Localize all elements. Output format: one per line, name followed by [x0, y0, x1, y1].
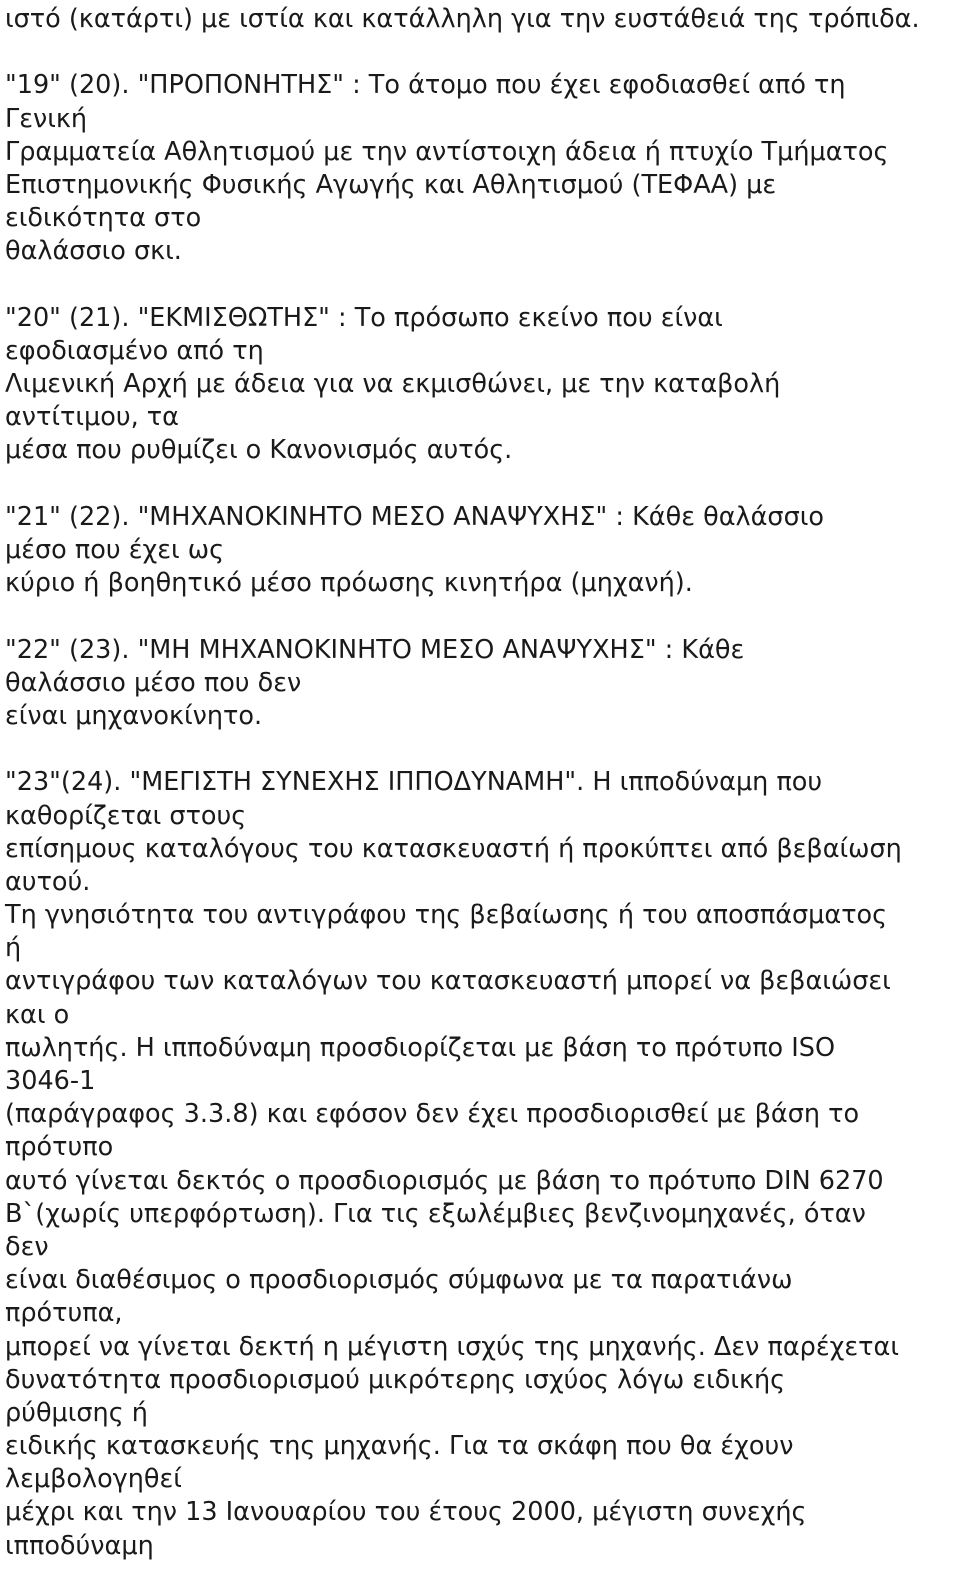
text-line: ή [5, 933, 22, 964]
text-line: B`(χωρίς υπερφόρτωση). Για τις εξωλέμβιες βενζινομηχανές, όταν [5, 1198, 866, 1229]
text-line: ιστό (κατάρτι) με ιστία και κατάλληλη για την ευστάθειά της τρόπιδα. [5, 4, 920, 34]
text-line: θαλάσσιο σκι. [5, 236, 182, 267]
text-line: καθορίζεται στους [5, 800, 247, 831]
text-line: "22" (23). "ΜΗ ΜΗΧΑΝΟΚΙΝΗΤΟ ΜΕΣΟ ΑΝΑΨΥΧΗΣ" : Κάθε [5, 634, 745, 665]
text-line: ρύθμισης ή [5, 1397, 148, 1428]
text-line: δεν [5, 1231, 49, 1262]
text-line: εφοδιασμένο από τη [5, 335, 264, 366]
definition-19-trainer [5, 69, 955, 268]
document-page [5, 3, 955, 1563]
paragraph-spacer [5, 733, 955, 766]
definition-22-non-motorized-craft [5, 634, 955, 734]
text-line: Γενική [5, 103, 88, 134]
text-line: λεμβολογηθεί [5, 1464, 182, 1495]
text-line: Τη γνησιότητα του αντιγράφου της βεβαίωσης ή του αποσπάσματος [5, 900, 888, 931]
text-line: μέσα που ρυθμίζει ο Κανονισμός αυτός. [5, 435, 513, 466]
text-line: ιπποδύναμη [5, 1530, 154, 1561]
paragraph-spacer [5, 468, 955, 501]
text-line: μέχρι και την 13 Ιανουαρίου του έτους 2000, μέγιστη συνεχής [5, 1497, 807, 1528]
text-line: ειδικότητα στο [5, 203, 202, 234]
paragraph-spacer [5, 269, 955, 302]
text-line: θαλάσσιο μέσο που δεν [5, 667, 302, 698]
text-line: "23"(24). "ΜΕΓΙΣΤΗ ΣΥΝΕΧΗΣ ΙΠΠΟΔΥΝΑΜΗ". Η ιπποδύναμη που [5, 767, 823, 798]
intro-paragraph [5, 3, 955, 36]
text-line: "21" (22). "ΜΗΧΑΝΟΚΙΝΗΤΟ ΜΕΣΟ ΑΝΑΨΥΧΗΣ" : Κάθε θαλάσσιο [5, 501, 824, 532]
text-line: αυτού. [5, 866, 91, 897]
definition-23-max-continuous-horsepower [5, 766, 955, 1563]
text-line: είναι μηχανοκίνητο. [5, 700, 263, 731]
text-line: 3046-1 [5, 1066, 96, 1096]
text-line: επίσημους καταλόγους του κατασκευαστή ή προκύπτει από βεβαίωση [5, 833, 902, 864]
paragraph-spacer [5, 600, 955, 633]
text-line: πρότυπο [5, 1132, 114, 1163]
text-line: Επιστημονικής Φυσικής Αγωγής και Αθλητισμού (ΤΕΦΑΑ) με [5, 169, 777, 200]
text-line: (παράγραφος 3.3.8) και εφόσον δεν έχει προσδιορισθεί με βάση το [5, 1099, 860, 1130]
text-line: κύριο ή βοηθητικό μέσο πρόωσης κινητήρα (μηχανή). [5, 568, 693, 599]
text-line: μέσο που έχει ως [5, 535, 225, 565]
text-line: πωλητής. Η ιπποδύναμη προσδιορίζεται με βάση το πρότυπο ISO [5, 1032, 836, 1063]
definition-20-lessor [5, 302, 955, 468]
text-line: αντιγράφου των καταλόγων του κατασκευαστή μπορεί να βεβαιώσει [5, 966, 891, 997]
text-line: πρότυπα, [5, 1298, 123, 1329]
text-line: "19" (20). "ΠΡΟΠΟΝΗΤΗΣ" : Το άτομο που έχει εφοδιασθεί από τη [5, 70, 846, 101]
text-line: μπορεί να γίνεται δεκτή η μέγιστη ισχύς της μηχανής. Δεν παρέχεται [5, 1331, 899, 1362]
definition-21-motorized-craft [5, 501, 955, 601]
text-line: ειδικής κατασκευής της μηχανής. Για τα σκάφη που θα έχουν [5, 1431, 794, 1462]
text-line: δυνατότητα προσδιορισμού μικρότερης ισχύος λόγω ειδικής [5, 1364, 786, 1395]
text-line: αντίτιμου, τα [5, 402, 179, 433]
text-line: "20" (21). "ΕΚΜΙΣΘΩΤΗΣ" : Το πρόσωπο εκείνο που είναι [5, 302, 723, 333]
text-line: και ο [5, 999, 70, 1030]
text-line: αυτό γίνεται δεκτός ο προσδιορισμός με βάση το πρότυπο DIN 6270 [5, 1165, 884, 1196]
text-line: είναι διαθέσιμος ο προσδιορισμός σύμφωνα με τα παρατιάνω [5, 1265, 793, 1296]
text-line: Γραμματεία Αθλητισμού με την αντίστοιχη άδεια ή πτυχίο Τμήματος [5, 136, 889, 167]
paragraph-spacer [5, 36, 955, 69]
text-line: Λιμενική Αρχή με άδεια για να εκμισθώνει, με την καταβολή [5, 369, 781, 400]
